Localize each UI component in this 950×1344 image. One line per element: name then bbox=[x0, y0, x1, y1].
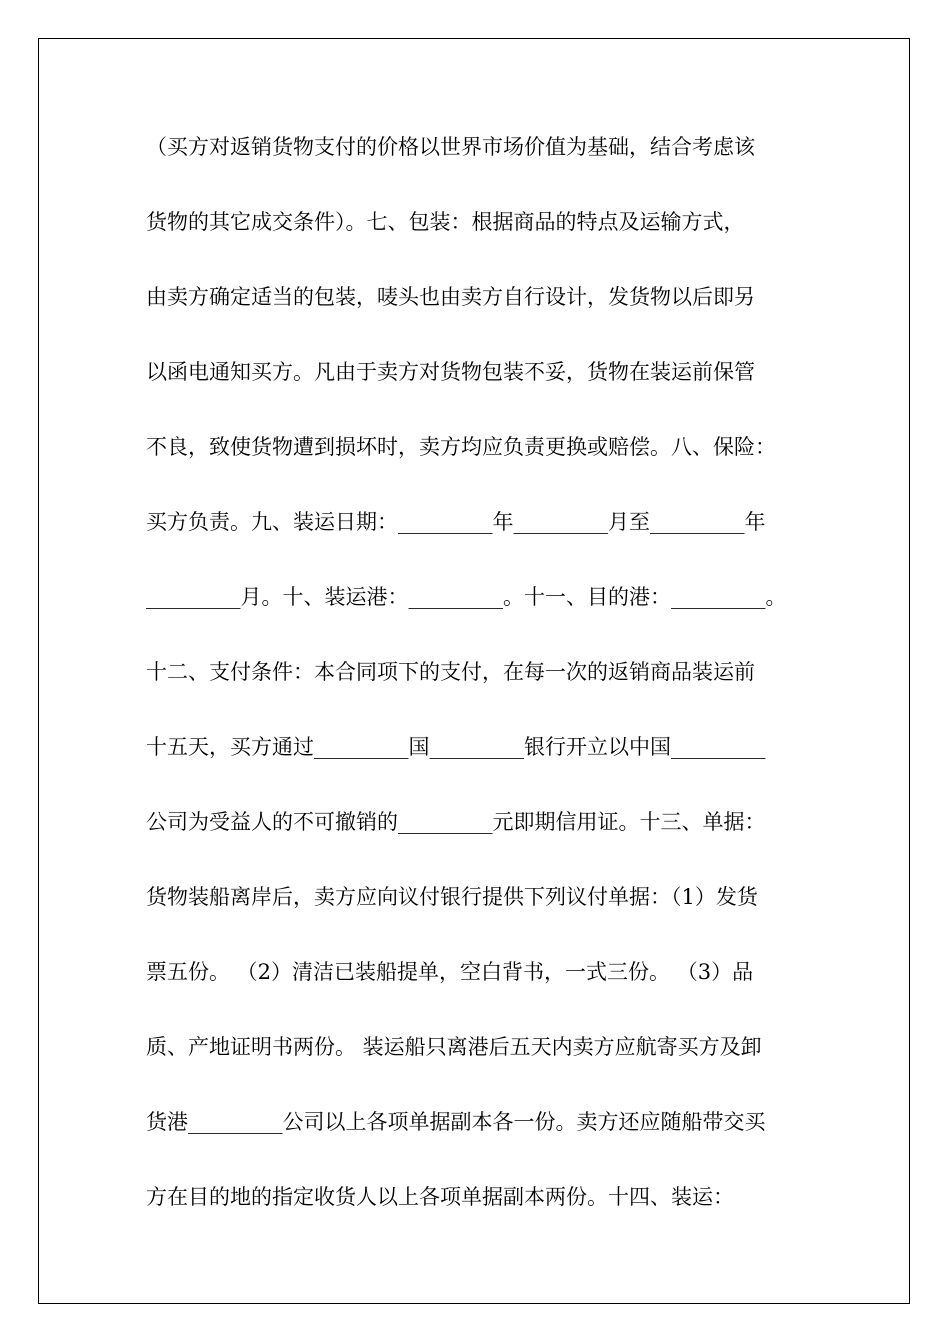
text-line: 十五天，买方通过_________国_________银行开立以中国_________ bbox=[146, 735, 766, 759]
text-line: （买方对返销货物支付的价格以世界市场价值为基础，结合考虑该 bbox=[146, 135, 755, 159]
text-line: 票五份。 （2）清洁已装船提单，空白背书，一式三份。 （3）品 bbox=[146, 960, 754, 984]
text-line: 十二、支付条件：本合同项下的支付，在每一次的返销商品装运前 bbox=[146, 660, 755, 684]
text-line: 货港_________公司以上各项单据副本各一份。卖方还应随船带交买 bbox=[146, 1110, 766, 1134]
text-line: 公司为受益人的不可撤销的_________元即期信用证。十三、单据： bbox=[146, 810, 766, 834]
text-line: 质、产地证明书两份。 装运船只离港后五天内卖方应航寄买方及卸 bbox=[146, 1035, 762, 1059]
text-line: 不良，致使货物遭到损坏时，卖方均应负责更换或赔偿。八、保险： bbox=[146, 435, 776, 459]
text-line: 货物的其它成交条件）。七、包装：根据商品的特点及运输方式， bbox=[146, 210, 745, 234]
text-line: 以函电通知买方。凡由于卖方对货物包装不妥，货物在装运前保管 bbox=[146, 360, 755, 384]
text-line: 货物装船离岸后，卖方应向议付银行提供下列议付单据：（1）发货 bbox=[146, 885, 758, 909]
text-line: 买方负责。九、装运日期：_________年_________月至_________年 bbox=[146, 510, 766, 534]
text-line: 由卖方确定适当的包装，唛头也由卖方自行设计，发货物以后即另 bbox=[146, 285, 755, 309]
document-body bbox=[146, 132, 826, 1257]
text-line: _________月。十、装运港：_________。十一、目的港：_________。 bbox=[146, 585, 787, 609]
text-line: 方在目的地的指定收货人以上各项单据副本两份。十四、装运： bbox=[146, 1185, 734, 1209]
